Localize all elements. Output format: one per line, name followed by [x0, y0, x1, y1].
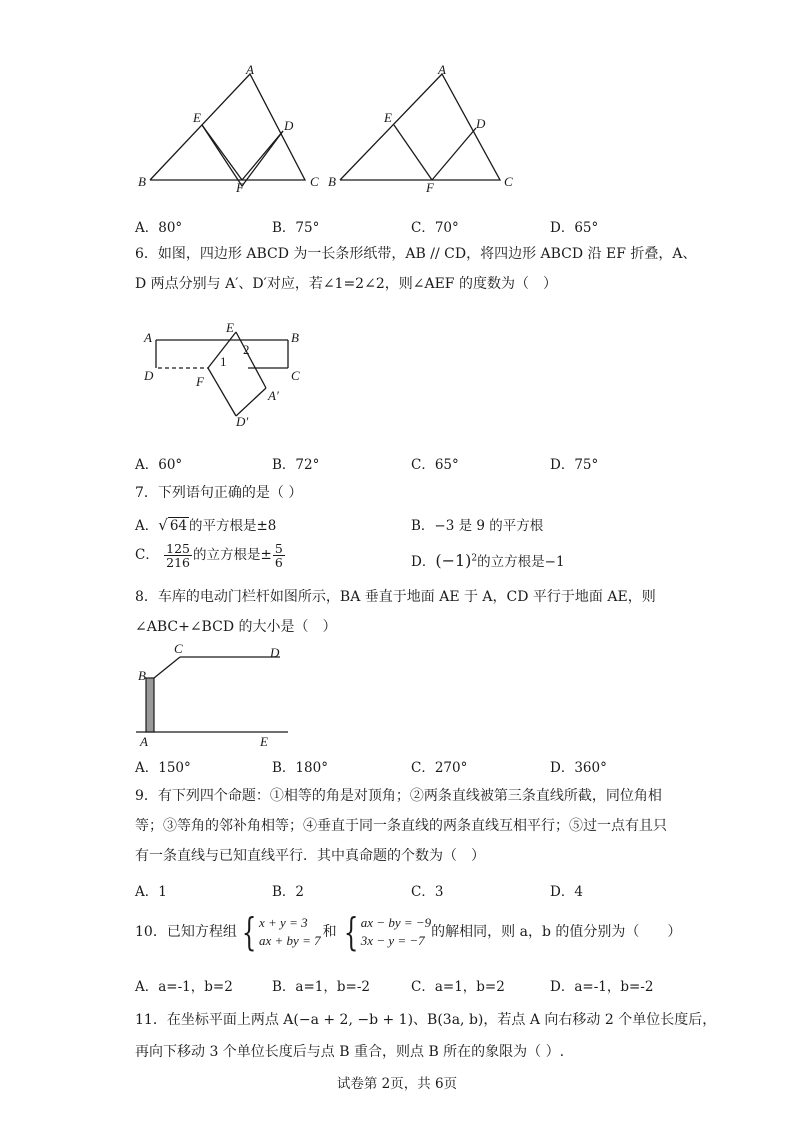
label-c: C [310, 174, 319, 189]
label-e: E [384, 110, 392, 125]
label-d: D [284, 118, 294, 133]
q6-option-b[interactable]: B．72° [272, 457, 320, 473]
q10-option-b[interactable]: B．a=1，b=-2 [272, 979, 370, 995]
triangle-figure-left [130, 62, 330, 192]
q8-stem-line1: 8．车库的电动门栏杆如图所示，BA 垂直于地面 AE 于 A，CD 平行于地面 AE，则 [135, 589, 656, 605]
label-f: F [196, 374, 204, 389]
label-b: B [138, 174, 146, 189]
label-e: E [226, 320, 234, 335]
q9-option-d[interactable]: D．4 [550, 884, 583, 900]
gate-post-ba [146, 678, 154, 732]
q6-option-a[interactable]: A．60° [135, 457, 183, 473]
q9-stem-line1: 9．有下列四个命题：①相等的角是对顶角；②两条直线被第三条直线所截，同位角相 [135, 788, 662, 804]
label-e: E [260, 734, 268, 749]
q7-stem: 7．下列语句正确的是（ ） [135, 485, 303, 501]
label-d-prime: D′ [236, 414, 249, 428]
label-d: D [476, 116, 486, 131]
fraction-5-6: $\frac{5}{6}$ [274, 541, 283, 570]
q10-option-a[interactable]: A．a=-1，b=2 [135, 979, 233, 995]
q8-stem-line2: ∠ABC+∠BCD 的大小是（ ） [135, 619, 337, 635]
q9-option-c[interactable]: C．3 [411, 884, 444, 900]
fraction-125-216: $\frac{125}{216}$ [166, 541, 190, 570]
q9-stem-line3: 有一条直线与已知直线平行．其中真命题的个数为（ ） [135, 848, 485, 864]
label-c: C [174, 641, 183, 656]
page-footer: 试卷第 2页，共 6页 [336, 1076, 458, 1092]
label-a-prime: A′ [268, 388, 279, 403]
q7-option-c[interactable]: C． $\frac{125}{216}$ 的立方根是± $\frac{5}{6}$ [135, 541, 283, 570]
label-b: B [328, 174, 336, 189]
q5-option-d[interactable]: D．65° [550, 220, 599, 236]
q10-option-d[interactable]: D．a=-1，b=-2 [550, 979, 654, 995]
label-c: C [291, 368, 300, 383]
q6-figure [140, 318, 310, 428]
label-a: A [140, 734, 148, 749]
q7-option-b[interactable]: B．−3 是 9 的平方根 [411, 518, 544, 534]
q10-option-c[interactable]: C．a=1，b=2 [411, 979, 505, 995]
q8-option-d[interactable]: D．360° [550, 760, 607, 776]
label-a: A [246, 62, 254, 77]
q5-option-c[interactable]: C．70° [411, 220, 459, 236]
q11-stem-line2: 再向下移动 3 个单位长度后与点 B 重合，则点 B 所在的象限为（ ）. [135, 1044, 565, 1060]
label-e: E [193, 110, 201, 125]
q6-stem-line2: D 两点分别与 A′、D′对应，若∠1=2∠2，则∠AEF 的度数为（ ） [135, 276, 557, 292]
q11-stem-line1: 11．在坐标平面上两点 A(−a + 2, −b + 1)、B(3a, b)，若点 A 向右移动 2 个单位长度后， [135, 1012, 717, 1028]
triangle-inner-lines [202, 125, 283, 186]
q7-option-a[interactable]: A．√ 64 的平方根是±8 [135, 516, 277, 534]
q8-option-c[interactable]: C．270° [411, 760, 468, 776]
triangle-figure-right [320, 62, 520, 192]
q6-stem-line1: 6．如图，四边形 ABCD 为一长条形纸带，AB // CD，将四边形 ABCD 沿 EF 折叠，A、 [135, 246, 697, 262]
q8-option-a[interactable]: A．150° [135, 760, 191, 776]
q10-stem: 10．已知方程组 { x + y = 3 ax + by = 7 和 { ax − by = −9 3x − y = −7 的解相同，则 a，b 的值分别为（ ） [135, 910, 682, 954]
label-f: F [426, 180, 434, 192]
equation-system-1: { x + y = 3 ax + by = 7 [241, 910, 321, 954]
q8-option-b[interactable]: B．180° [272, 760, 328, 776]
q8-figure [128, 640, 298, 750]
q5-option-b[interactable]: B．75° [272, 220, 320, 236]
equation-system-2: { ax − by = −9 3x − y = −7 [343, 910, 432, 954]
q9-stem-line2: 等；③等角的邻补角相等；④垂直于同一条直线的两条直线互相平行；⑤过一点有且只 [135, 818, 667, 834]
label-a: A [144, 330, 152, 345]
label-b: B [291, 330, 299, 345]
angle-2-label: 2 [243, 342, 250, 357]
label-c: C [504, 174, 513, 189]
label-f: F [236, 180, 244, 192]
label-d: D [270, 645, 280, 660]
label-b: B [138, 668, 146, 683]
q5-option-a[interactable]: A．80° [135, 220, 183, 236]
q9-option-a[interactable]: A．1 [135, 884, 167, 900]
angle-1-label: 1 [220, 354, 227, 369]
q6-option-c[interactable]: C．65° [411, 457, 459, 473]
q7-option-d[interactable]: D．$(-1)^2$的立方根是−1 [411, 551, 565, 570]
label-a: A [438, 62, 446, 77]
q9-option-b[interactable]: B．2 [272, 884, 305, 900]
q6-option-d[interactable]: D．75° [550, 457, 599, 473]
label-d: D [144, 368, 154, 383]
